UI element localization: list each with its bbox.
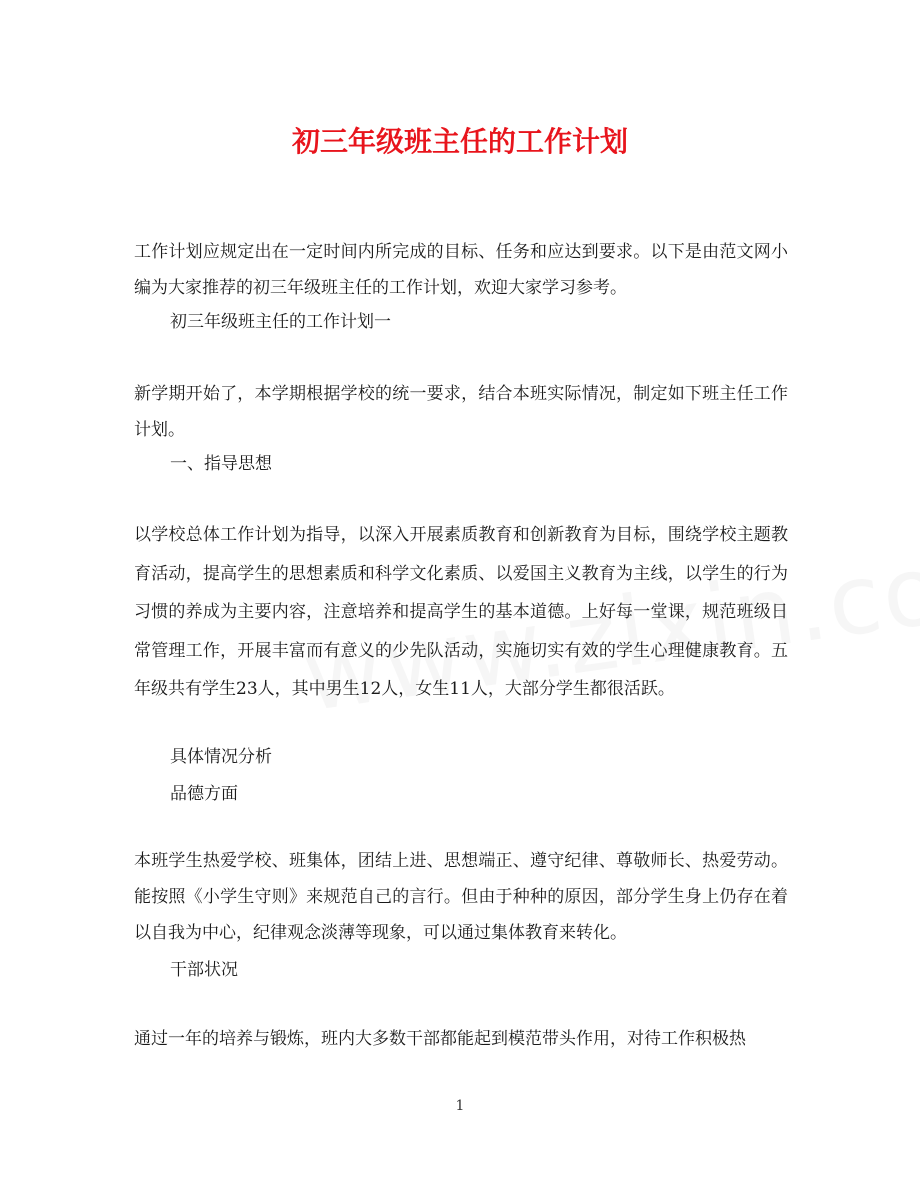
page-number: 1 — [455, 1098, 465, 1114]
heading-situation-analysis: 具体情况分析 — [170, 747, 272, 767]
morality-paragraph: 本班学生热爱学校、班集体，团结上进、思想端正、遵守纪律、尊敬师长、热爱劳动。能按照《小学生守则》来规范自己的言行。但由于种种的原因，部分学生身上仍存在着以自我为中心，纪律观念淡薄等现象，可以通过集体教育来转化。 — [134, 851, 788, 943]
cadre-paragraph: 通过一年的培养与锻炼，班内大多数干部都能起到模范带头作用，对待工作积极热 — [134, 1029, 746, 1049]
section-heading: 初三年级班主任的工作计划一 — [170, 312, 391, 332]
heading-guiding-ideology: 一、指导思想 — [170, 454, 272, 474]
guiding-paragraph: 以学校总体工作计划为指导，以深入开展素质教育和创新教育为目标，围绕学校主题教育活动，提高学生的思想素质和科学文化素质、以爱国主义教育为主线，以学生的行为习惯的养成为主要内容，注意培养和提高学生的基本道德。上好每一堂课，规范班级日常管理工作，开展丰富而有意义的少先队活动，实施切实有效的学生心理健康教育。五年级共有学生23人，其中男生12人，女生11人，大部分学生都很活跃。 — [134, 525, 788, 699]
opening-paragraph: 新学期开始了，本学期根据学校的统一要求，结合本班实际情况，制定如下班主任工作计划。 — [134, 384, 788, 440]
heading-morality: 品德方面 — [170, 784, 238, 804]
document-title: 初三年级班主任的工作计划 — [291, 125, 628, 158]
intro-paragraph: 工作计划应规定出在一定时间内所完成的目标、任务和应达到要求。以下是由范文网小编为大家推荐的初三年级班主任的工作计划，欢迎大家学习参考。 — [134, 242, 788, 298]
heading-cadre-status: 干部状况 — [170, 960, 238, 980]
